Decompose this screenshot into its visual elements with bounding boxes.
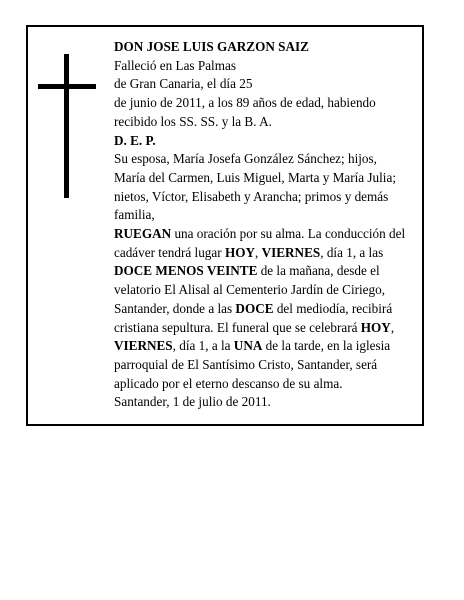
text-segment: del mediodía, recibirá (273, 300, 393, 316)
text-segment: Santander, 1 de julio de 2011. (114, 394, 271, 410)
obituary-line (114, 225, 420, 244)
obituary-line (114, 132, 420, 151)
bold-text-segment: RUEGAN (114, 226, 172, 242)
obituary-line (114, 38, 420, 57)
text-segment: cadáver tendrá lugar (114, 244, 225, 260)
obituary-line (114, 281, 420, 300)
bold-text-segment: DON JOSE LUIS GARZON SAIZ (114, 39, 309, 54)
text-segment: velatorio El Alisal al Cementerio Jardín de Ciriego, (114, 282, 386, 298)
cross-horizontal-bar (38, 84, 96, 89)
obituary-line (114, 150, 420, 169)
text-segment: Santander, donde a las (114, 300, 236, 316)
text-segment: , día 1, a las (320, 244, 384, 260)
obituary-line (114, 188, 420, 207)
text-segment: Falleció en Las Palmas (114, 57, 236, 73)
text-segment: , (390, 319, 395, 335)
text-segment: de la mañana, desde el (257, 263, 380, 279)
text-segment: aplicado por el eterno descanso de su alma. (114, 375, 343, 391)
text-segment: recibido los SS. SS. y la B. A. (114, 113, 272, 129)
bold-text-segment: DOCE (235, 300, 274, 316)
text-segment: familia, (114, 207, 155, 223)
text-segment: de Gran Canaria, el día 25 (114, 76, 253, 92)
text-segment: de junio de 2011, a los 89 años de edad, habiendo (114, 95, 376, 111)
text-segment: parroquial de El Santísimo Cristo, Santander, será (114, 356, 378, 372)
obituary-line (114, 206, 420, 225)
text-segment: cristiana sepultura. El funeral que se celebrará (114, 319, 361, 335)
obituary-line (114, 75, 420, 94)
text-segment: nietos, Víctor, Elisabeth y Arancha; primos y demás (114, 188, 389, 204)
text-segment: una oración por su alma. La conducción del (171, 226, 406, 242)
obituary-line (114, 244, 420, 263)
bold-text-segment: HOY (360, 319, 391, 335)
text-segment: de la tarde, en la iglesia (262, 338, 391, 354)
obituary-line (114, 319, 420, 338)
obituary-line (114, 375, 420, 394)
text-segment: María del Carmen, Luis Miguel, Marta y María Julia; (114, 169, 396, 185)
obituary-line (114, 94, 420, 113)
bold-text-segment: DOCE MENOS VEINTE (114, 263, 258, 279)
bold-text-segment: UNA (233, 338, 263, 354)
obituary-line (114, 337, 420, 356)
obituary-text (114, 38, 420, 412)
obituary-line (114, 262, 420, 281)
text-segment: , (254, 244, 262, 260)
obituary-line (114, 113, 420, 132)
cross-vertical-bar (64, 54, 69, 198)
text-segment: , día 1, a la (172, 338, 234, 354)
obituary-line (114, 356, 420, 375)
bold-text-segment: D. E. P. (114, 132, 156, 148)
bold-text-segment: VIERNES (114, 338, 173, 354)
obituary-line (114, 169, 420, 188)
bold-text-segment: VIERNES (261, 244, 321, 260)
obituary-line (114, 393, 420, 412)
text-segment: Su esposa, María Josefa González Sánchez; hijos, (114, 151, 377, 167)
obituary-line (114, 57, 420, 76)
obituary-line (114, 300, 420, 319)
bold-text-segment: HOY (224, 244, 255, 260)
